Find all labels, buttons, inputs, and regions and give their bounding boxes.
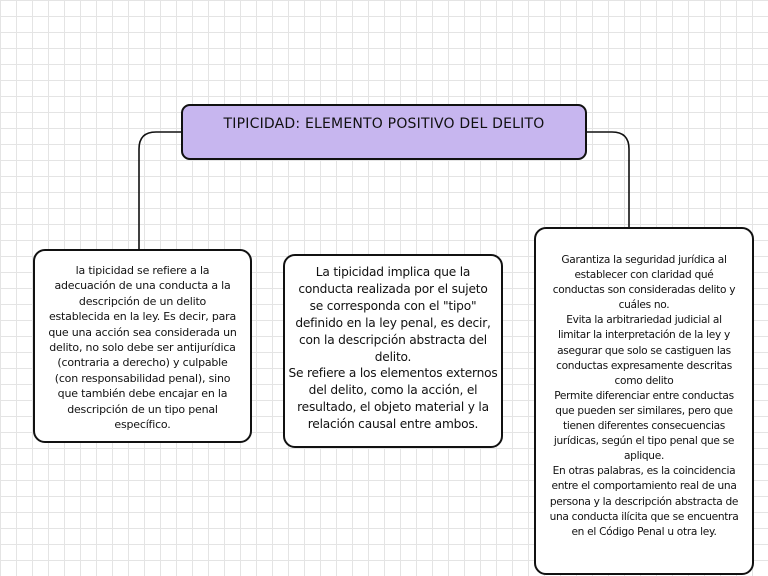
main-title: TIPICIDAD: ELEMENTO POSITIVO DEL DELITO — [223, 116, 545, 132]
connector-right — [585, 132, 629, 228]
definition-box: la tipicidad se refiere a la adecuación de una conducta a la descripción de un delito establecida en la ley. Es decir, para que una acción sea considerada un delito, no solo debe ser antijurídica (contraria a derecho) y culpable (con responsabilidad penal), sino que también debe encajar en la descripción de un tipo penal específico. — [33, 249, 252, 443]
connector-left — [139, 132, 183, 249]
implication-box: La tipicidad implica que la conducta realizada por el sujeto se corresponda con el "tipo" definido en la ley penal, es decir, con la descripción abstracta del delito. Se refiere a los elementos externos del delito, como la acción, el resultado, el objeto material y la relación causal entre ambos. — [283, 254, 503, 448]
main-title-box — [181, 104, 587, 160]
importance-box: Garantiza la seguridad jurídica al establecer con claridad qué conductas son consideradas delito y cuáles no. Evita la arbitrariedad judicial al limitar la interpretación de la ley y asegurar que solo se castiguen las conductas expresamente descritas como delito Permite diferenciar entre conductas que pueden ser similares, pero que tienen diferentes consecuencias jurídicas, según el tipo penal que se aplique. En otras palabras, es la coincidencia entre el comportamiento real de una persona y la descripción abstracta de una conducta ilícita que se encuentra en el Código Penal u otra ley. — [534, 227, 754, 575]
